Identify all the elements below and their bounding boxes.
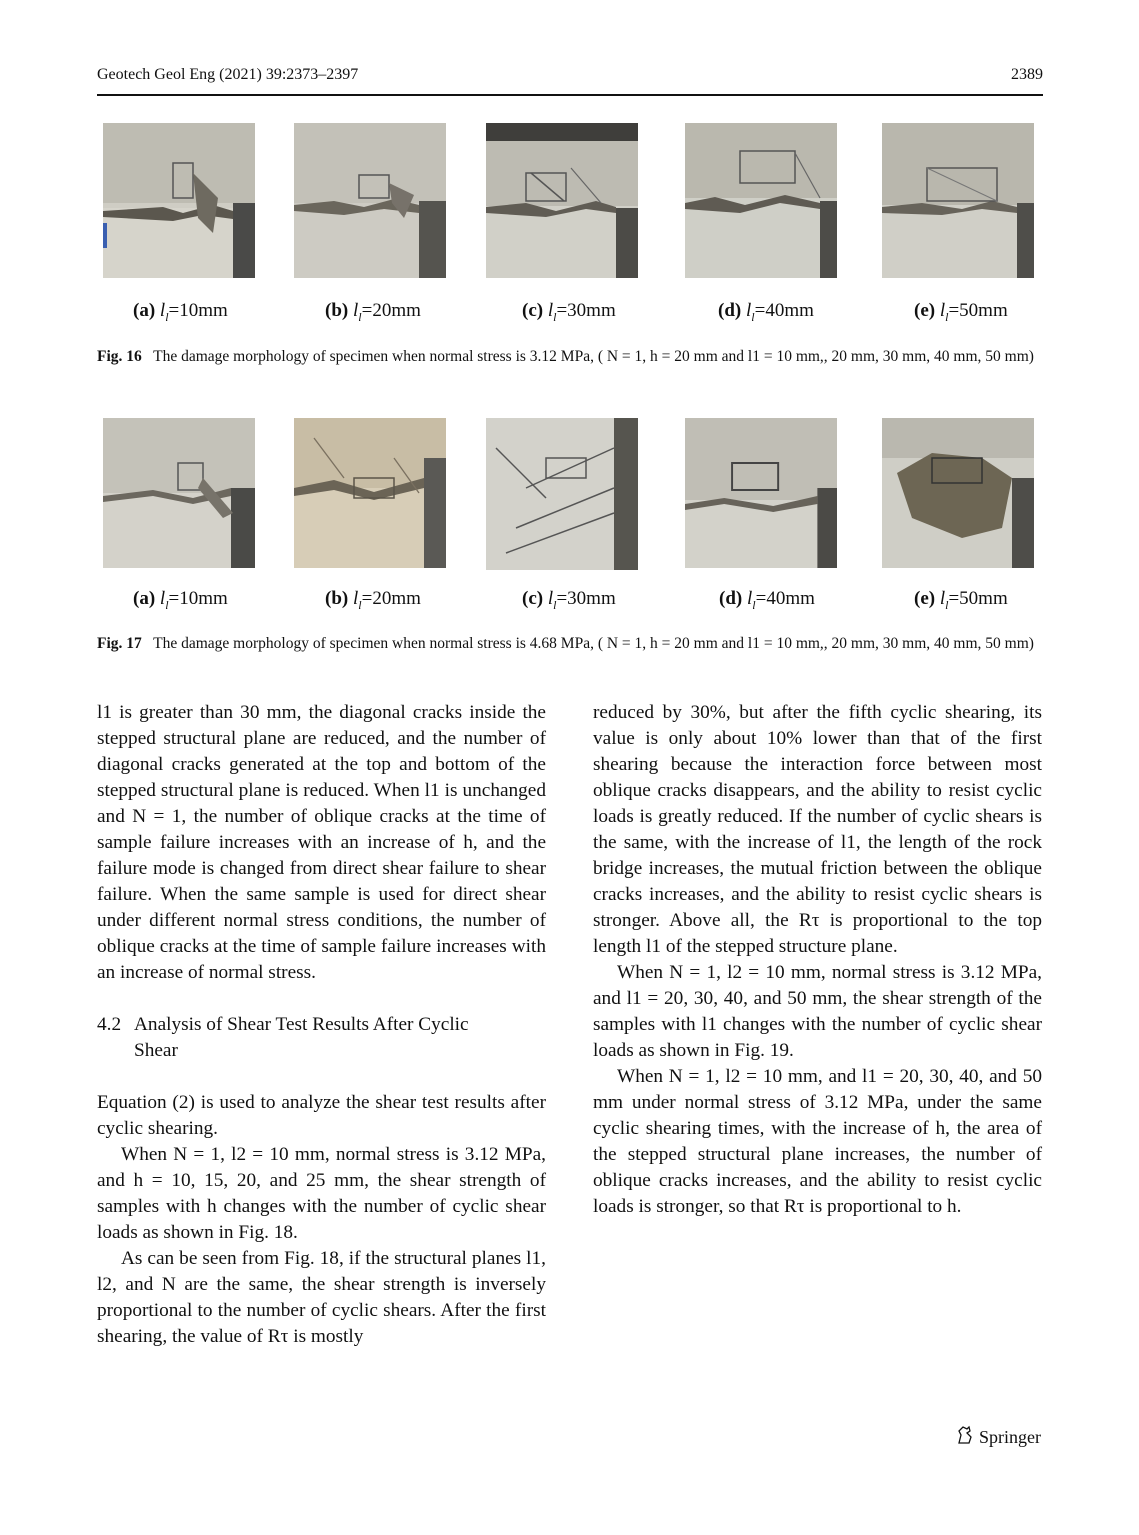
- fig17-caption: [97, 633, 1043, 654]
- fig17-subcaption-e: (e) $l_l=50mm$: [914, 588, 1008, 612]
- springer-horse-icon: [955, 1425, 975, 1450]
- fig16-caption-text: The damage morphology of specimen when normal stress is 3.12 MPa, ( N = 1, h = 20 mm and l1 = 10 mm,, 20 mm, 30 mm, 40 mm, 50 mm): [153, 348, 1034, 365]
- fig16-photo-e: [882, 123, 1034, 278]
- publisher-footer: [955, 1425, 1041, 1450]
- fig16-subcaption-d: (d) $l_l=40mm$: [718, 300, 814, 324]
- fig16-subcaption-c: (c) $l_l=30mm$: [522, 300, 616, 324]
- fig16-photo-a: [103, 123, 255, 278]
- fig17-subcaption-d: (d) $l_l=40mm$: [719, 588, 815, 612]
- left-paragraph-1: l1 is greater than 30 mm, the diagonal cracks inside the stepped structural plane are reduced, and the number of diagonal cracks generated at the top and bottom of the stepped structural plane is reduced. When l1 is unchanged and N = 1, the number of oblique cracks at the time of sample failure increases with an increase of h, and the failure mode is changed from direct shear failure to shear failure. When the same sample is used for direct shear under different normal stress conditions, the number of oblique cracks at the time of sample failure increases with an increase of normal stress.: [97, 702, 546, 983]
- fig17-subcaption-a: (a) $l_l=10mm$: [133, 588, 228, 612]
- left-paragraph-4: As can be seen from Fig. 18, if the structural planes l1, l2, and N are the same, the shear strength is inversely proportional to the number of cyclic shears. After the first shearing, the value of Rτ is mostly: [97, 1248, 546, 1347]
- right-paragraph-1: reduced by 30%, but after the fifth cyclic shearing, its value is only about 10% lower than that of the first shearing because the interaction force between most oblique cracks disappears, and the ability to resist cyclic loads is greatly reduced. If the number of cyclic shears is the same, with the increase of l1, the length of the rock bridge increases, the mutual friction between the oblique cracks increases, and the ability to resist cyclic shears is stronger. Above all, the Rτ is proportional to the top length l1 of the stepped structure plane.: [593, 702, 1042, 957]
- fig17-photo-b: [294, 418, 446, 568]
- fig16-subcaption-a: (a) $l_l=10mm$: [133, 300, 228, 324]
- left-paragraph-3: When N = 1, l2 = 10 mm, normal stress is 3.12 MPa, and h = 10, 15, 20, and 25 mm, the shear strength of samples with h changes with the number of cyclic shear loads as shown in Fig. 18.: [97, 1144, 546, 1243]
- publisher-name: Springer: [979, 1427, 1041, 1447]
- fig16-photo-d: [685, 123, 837, 278]
- section-heading-4-2: [97, 1012, 546, 1064]
- fig16-subcaption-e: (e) $l_l=50mm$: [914, 300, 1008, 324]
- section-title-line-2: Shear: [134, 1040, 178, 1061]
- fig17-photo-a: [103, 418, 255, 568]
- right-paragraph-3: When N = 1, l2 = 10 mm, and l1 = 20, 30, 40, and 50 mm under normal stress of 3.12 MPa, under the same cyclic shearing times, with the increase of h, the area of the stepped structural plane increases, the number of oblique cracks increases, and the ability to resist cyclic loads is stronger, so that Rτ is proportional to h.: [593, 1066, 1042, 1217]
- journal-reference: Geotech Geol Eng (2021) 39:2373–2397: [97, 66, 359, 83]
- left-column: [97, 700, 546, 1350]
- running-header: [97, 66, 1043, 96]
- section-title-line-1: Analysis of Shear Test Results After Cyclic: [134, 1014, 469, 1035]
- fig17-caption-text: The damage morphology of specimen when normal stress is 4.68 MPa, ( N = 1, h = 20 mm and l1 = 10 mm,, 20 mm, 30 mm, 40 mm, 50 mm): [153, 635, 1034, 652]
- fig17-subcaption-b: (b) $l_l=20mm$: [325, 588, 421, 612]
- fig17-photo-e: [882, 418, 1034, 568]
- fig17-photo-c: [486, 418, 638, 570]
- fig16-photo-c: [486, 123, 638, 278]
- fig17-photo-d: [685, 418, 837, 568]
- fig17-photo-row: [97, 418, 1043, 570]
- fig16-subcaption-b: (b) $l_l=20mm$: [325, 300, 421, 324]
- fig16-caption: [97, 346, 1043, 367]
- fig17-subcaption-c: (c) $l_l=30mm$: [522, 588, 616, 612]
- fig17-caption-label: Fig. 17: [97, 635, 142, 652]
- right-column: [593, 700, 1042, 1220]
- left-paragraph-2: Equation (2) is used to analyze the shear test results after cyclic shearing.: [97, 1092, 546, 1139]
- right-paragraph-2: When N = 1, l2 = 10 mm, normal stress is 3.12 MPa, and l1 = 20, 30, 40, and 50 mm, the shear strength of the samples with l1 changes with the number of cyclic shear loads as shown in Fig. 19.: [593, 962, 1042, 1061]
- page-number: 2389: [1011, 66, 1043, 83]
- fig16-photo-b: [294, 123, 446, 278]
- section-number: 4.2: [97, 1014, 122, 1035]
- fig16-caption-label: Fig. 16: [97, 348, 142, 365]
- fig16-photo-row: [97, 123, 1043, 278]
